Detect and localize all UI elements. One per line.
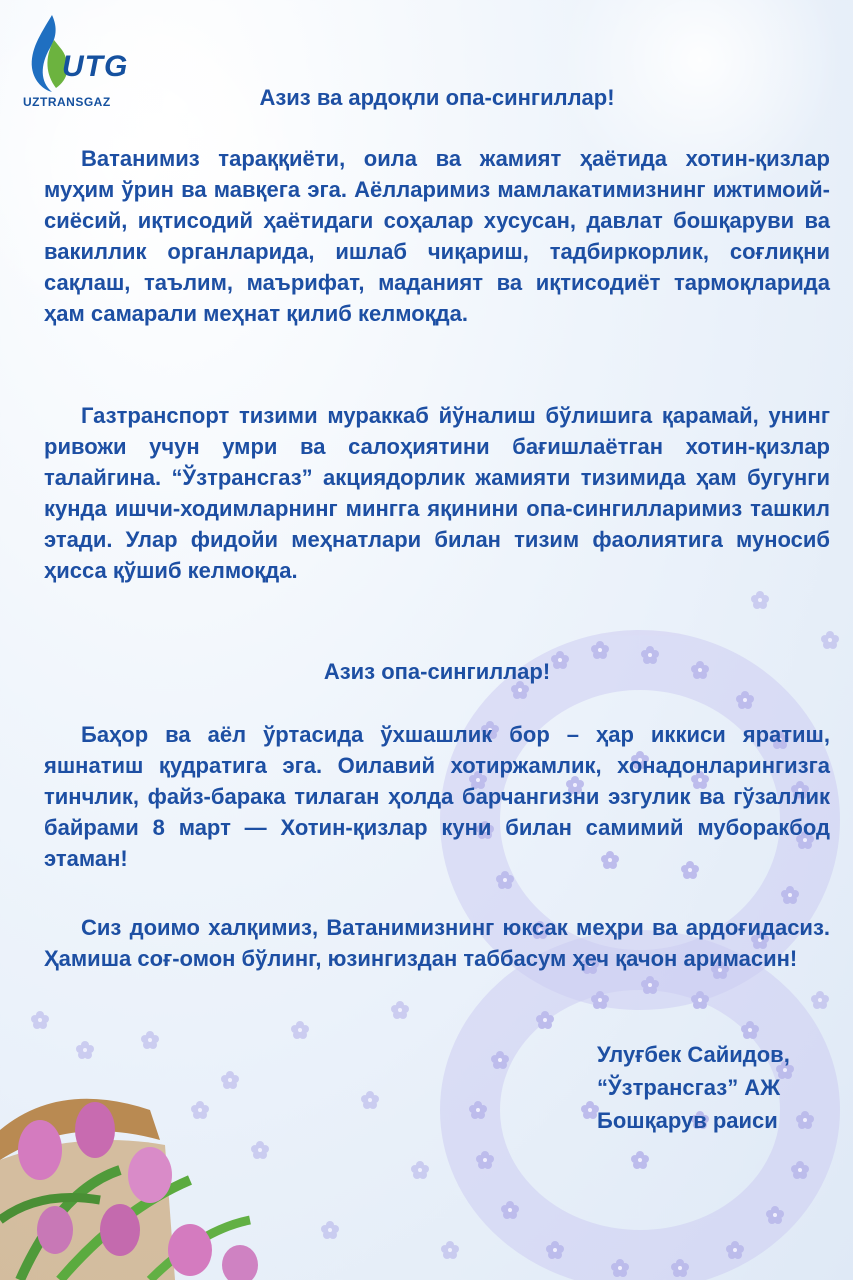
letter-paragraph-4: Сиз доимо халқимиз, Ватанимизнинг юксак меҳри ва ардоғидасиз. Ҳамиша соғ-омон бўлинг, юзингиздан таббасум ҳеч қачон аримасин! — [44, 915, 830, 971]
letter-paragraph-2: Газтранспорт тизими мураккаб йўналиш бўлишига қарамай, унинг ривожи учун умри ва салоҳиятини бағишлаётган хотин-қизлар талайгина. “Ўзтрансгаз” акциядорлик жамияти тизимида ҳам бугунги кунда ишчи-ходимларнинг мингга яқинини опа-сингилларимиз ташкил этади. Улар фидойи меҳнатлари билан тизим фаолиятига муносиб ҳисса қўшиб келмоқда. — [44, 403, 830, 583]
signature-block — [597, 1038, 853, 1137]
letter-paragraph-3: Баҳор ва аёл ўртасида ўхшашлик бор – ҳар иккиси яратиш, яшнатиш қудратига эга. Оилавий хотиржамлик, хонадонларингизга тинчлик, файз-барака тилаган ҳолда барчангизни эзгулик ва гўзаллик байрами 8 март — Хотин-қизлар куни билан самимий муборакбод этаман! — [44, 722, 830, 871]
logo-subtitle: UZTRANSGAZ — [23, 95, 111, 109]
letter-subtitle: Азиз опа-сингиллар! — [323, 659, 551, 684]
logo-brand: UTG — [62, 50, 129, 83]
letter-title: Азиз ва ардоқли опа-сингиллар! — [259, 85, 615, 110]
signature-position: Бошқарув раиси — [597, 1108, 778, 1133]
letter-paragraph-1: Ватанимиз тараққиёти, оила ва жамият ҳаётида хотин-қизлар муҳим ўрин ва мавқега эга. Аёлларимиз мамлакатимизнинг ижтимоий-сиёсий, иқтисодий ҳаётидаги соҳалар хусусан, давлат бошқаруви ва вакиллик органларида, ишлаб чиқариш, тадбиркорлик, соғлиқни сақлаш, таълим, маърифат, маданият ва иқтисодиёт тармоқларида ҳам самарали меҳнат қилиб келмоқда. — [44, 146, 830, 326]
signature-name: Улуғбек Сайидов, — [597, 1042, 790, 1067]
signature-company: “Ўзтрансгаз” АЖ — [597, 1075, 781, 1100]
tulip-basket-decoration — [0, 1099, 258, 1280]
